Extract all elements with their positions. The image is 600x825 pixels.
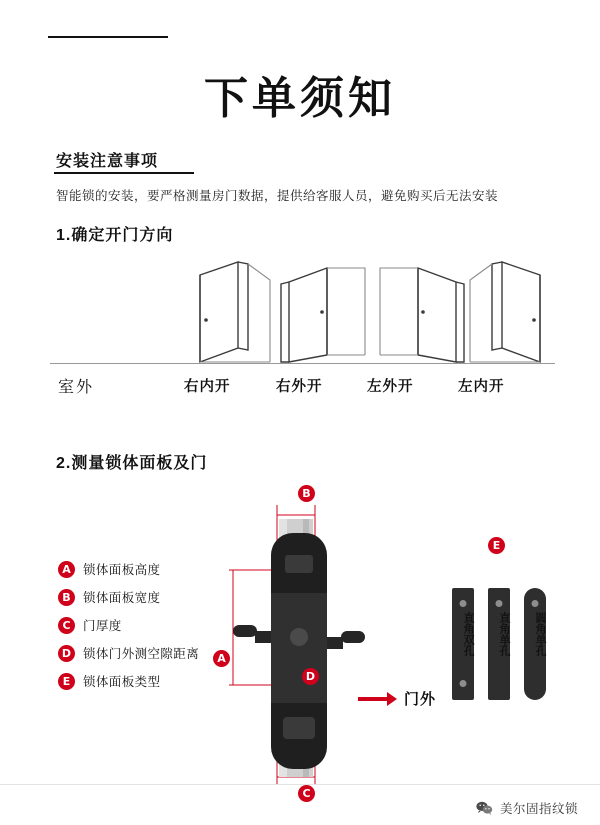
top-divider — [48, 36, 168, 38]
legend-badge-a: A — [58, 561, 75, 578]
panel-type-labels — [452, 612, 562, 712]
footer-brand: 美尔固指纹锁 — [499, 801, 578, 816]
lock-diagram — [215, 485, 405, 795]
notice-body: 智能锁的安装，要严格测量房门数据，提供给客服人员，避免购买后无法安装 — [56, 189, 499, 203]
door-label-4: 左内开 — [458, 379, 505, 395]
legend-badge-d: D — [58, 645, 75, 662]
door-figure-4 — [450, 250, 570, 365]
marker-a: A — [213, 650, 230, 667]
step2-heading: 2.测量锁体面板及门 — [56, 455, 208, 472]
legend-label-d: 锁体门外测空隙距离 — [83, 647, 200, 661]
floor-line — [50, 363, 555, 364]
door-direction-diagram — [50, 250, 555, 370]
door-label-2: 右外开 — [276, 379, 323, 395]
panel-label-1: 直角双孔 — [462, 612, 474, 656]
panel-label-2: 直角单孔 — [498, 612, 510, 656]
door-labels — [0, 375, 600, 401]
marker-d: D — [302, 668, 319, 685]
door-label-3: 左外开 — [367, 379, 414, 395]
wechat-icon — [476, 801, 493, 815]
marker-e: E — [488, 537, 505, 554]
page-title: 下单须知 — [204, 73, 396, 124]
outdoor-label: 室外 — [58, 379, 95, 396]
notice-heading: 安装注意事项 — [56, 153, 159, 170]
legend-label-c: 门厚度 — [83, 619, 122, 633]
legend-badge-c: C — [58, 617, 75, 634]
legend-label-a: 锁体面板高度 — [83, 563, 161, 577]
step1-heading: 1.确定开门方向 — [56, 227, 174, 244]
legend-badge-e: E — [58, 673, 75, 690]
legend-label-e: 锁体面板类型 — [83, 675, 161, 689]
footer-divider — [0, 784, 600, 785]
door-label-1: 右内开 — [184, 379, 231, 395]
notice-underline — [54, 172, 194, 174]
panel-label-3: 圆角单孔 — [534, 612, 546, 656]
legend-badge-b: B — [58, 589, 75, 606]
outside-arrow-label: 门外 — [404, 691, 437, 708]
marker-b: B — [298, 485, 315, 502]
marker-c: C — [298, 785, 315, 802]
legend-label-b: 锁体面板宽度 — [83, 591, 161, 605]
arrow-icon — [358, 697, 388, 701]
outside-direction-arrow — [358, 688, 436, 709]
